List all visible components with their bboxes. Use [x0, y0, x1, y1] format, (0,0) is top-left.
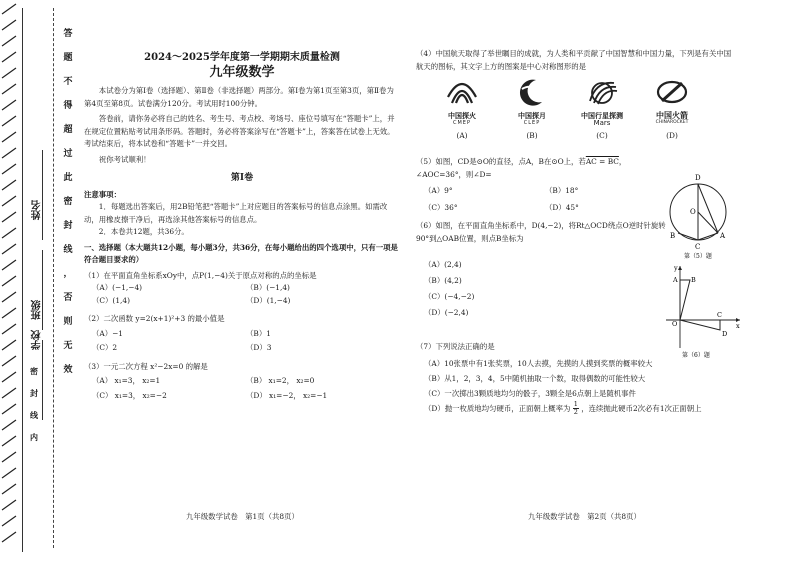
- logo-letters: [438, 130, 696, 143]
- school-label: 学校: [32, 330, 43, 350]
- option: （B）(−1,4): [246, 283, 290, 292]
- seal-char: ，: [63, 269, 73, 279]
- figure-q6: [662, 262, 746, 360]
- question-stem: （4）中国航天取得了举世瞩目的成就，为人类和平贡献了中国智慧和中国力量，下列是有关中国航天的图标，其文字上方的图案是中心对称图形的是: [416, 49, 732, 71]
- segment-oa: [698, 212, 718, 233]
- exam-subtitle: 九年级数学: [209, 64, 275, 80]
- intro-paragraph: 本试卷分为第Ⅰ卷（选择题）、第Ⅱ卷（非选择题）两部分。第Ⅰ卷为第1页至第3页，第Ⅱ卷为第4页至第8页。试卷满分120分。考试用时100分钟。: [84, 86, 394, 108]
- binding-line: [22, 8, 23, 552]
- logo-name: 中国探火: [448, 111, 476, 120]
- label-a: A: [720, 232, 726, 240]
- name-write-line: [42, 150, 43, 240]
- label-a: A: [673, 276, 678, 284]
- option: （A）10张票中有1张奖票，10人去摸，先摸的人摸到奖票的概率较大: [424, 358, 653, 368]
- question-stem: （1）在平面直角坐标系xOy中，点P(1,−4)关于原点对称的点的坐标是: [84, 270, 317, 280]
- label-c: C: [717, 311, 722, 319]
- seal-char: 题: [63, 53, 73, 63]
- option: （C）36°: [424, 202, 458, 212]
- logo-c: [578, 77, 626, 126]
- fraction-denominator: 2: [573, 408, 578, 416]
- seal-dashed-line: [53, 8, 54, 548]
- option: （D）(−2,4): [424, 308, 469, 317]
- seal-char: 答: [63, 29, 73, 39]
- name-label: 姓名: [32, 200, 43, 220]
- label-b: B: [691, 276, 696, 284]
- option: （A）(2,4): [424, 260, 462, 269]
- seal-char: 不: [63, 77, 73, 87]
- label-o: O: [690, 208, 696, 216]
- question-stem: （7）下列说法正确的是: [416, 342, 495, 351]
- section-heading: 第Ⅰ卷: [230, 173, 254, 183]
- question-5: [416, 156, 666, 214]
- note-item: 2．本卷共12题，共36分。: [98, 227, 189, 236]
- options-list: [416, 356, 736, 417]
- chord-ca: [698, 233, 718, 240]
- seal-char: 封: [30, 388, 38, 398]
- lunar-exploration-icon: [512, 77, 552, 107]
- intro-paragraph: 祝你考试顺利！: [98, 154, 151, 164]
- logo-sub: CMEP: [453, 119, 471, 126]
- logo-name: 中国火箭: [656, 110, 688, 120]
- seal-char: 则: [63, 317, 73, 327]
- logo-name: 中国行星探测: [581, 111, 623, 120]
- question-stem: （3）一元二次方程 x²−2x=0 的解是: [84, 361, 208, 371]
- option-part: （D）抛一枚质地均匀硬币，正面朝上概率为: [424, 403, 571, 413]
- triangle-oab: [680, 280, 690, 320]
- label-c: C: [695, 243, 701, 251]
- option: （D） x₁=−2， x₂=−1: [246, 390, 328, 400]
- option: （D）3: [246, 343, 272, 352]
- label-d: D: [722, 330, 728, 338]
- figure-q5: [668, 168, 734, 260]
- rocket-icon: [652, 77, 692, 107]
- logo-a: [438, 77, 486, 126]
- seal-char: 无: [63, 341, 73, 351]
- question-2: [84, 313, 400, 355]
- planetary-exploration-icon: [582, 77, 622, 107]
- label-y: y: [674, 264, 678, 272]
- seal-warning-text: [57, 22, 79, 382]
- option: （A）(−1,−4): [92, 283, 143, 292]
- logo-name: 中国探月: [518, 111, 546, 120]
- logo-sub: CLEP: [523, 119, 541, 126]
- seal-char: 封: [63, 221, 73, 231]
- stem-part: （5）如图，CD是⊙O的直径，点A，B在⊙O上，若: [416, 157, 586, 166]
- seal-char: 效: [63, 365, 73, 375]
- seal-char: 内: [30, 432, 38, 442]
- label-x: x: [736, 322, 740, 330]
- seal-char: 线: [63, 245, 73, 255]
- question-1: [84, 270, 400, 308]
- question-3: [84, 361, 400, 403]
- seal-char: 此: [63, 173, 73, 183]
- option: （C）(−4,−2): [424, 292, 475, 301]
- chord-cb: [678, 233, 698, 240]
- note-item: 1．每题选出答案后，用2B铅笔把“答题卡”上对应题目的答案标号的信息点涂黑。如需改动，用橡皮擦干净后，再选涂其他答案标号的信息点。: [84, 202, 388, 224]
- seal-char: 过: [63, 149, 73, 159]
- logo-b: [508, 77, 556, 126]
- figure-caption: 第（5）题: [684, 253, 712, 260]
- option: （B） x₁=2， x₂=0: [246, 376, 315, 385]
- page-footer: 九年级数学试卷 第1页（共8页）: [186, 512, 299, 521]
- stem-part: ，: [618, 157, 627, 166]
- fraction-numerator: 1: [573, 400, 578, 408]
- label-b: B: [670, 232, 676, 240]
- page-footer: 九年级数学试卷 第2页（共8页）: [528, 512, 641, 521]
- option: （A）−1: [92, 328, 124, 338]
- option-letter: (D): [666, 130, 678, 140]
- option: （B）从1，2，3，4，5中随机抽取一个数，取得偶数的可能性较大: [424, 373, 646, 383]
- class-write-line: [42, 250, 43, 330]
- part-title: 一、选择题（本大题共12小题，每小题3分，共36分，在每小题给出的四个选项中，只有一项是符合题目要求的）: [84, 242, 398, 264]
- label-o: O: [672, 320, 678, 328]
- option-part: ，连续抛此硬币2次必有1次正面朝上: [581, 403, 702, 413]
- seal-char: 得: [63, 101, 73, 111]
- figure-caption: 第（6）题: [682, 352, 710, 359]
- option-letter: (B): [526, 130, 538, 140]
- option: （D）(1,−4): [246, 295, 291, 305]
- logo-sub: CHINAROCKET: [655, 119, 689, 125]
- option: （B）1: [246, 328, 271, 338]
- seal-char: 否: [63, 293, 73, 303]
- question-stem: （2）二次函数 y=2(x+1)²+3 的最小值是: [84, 314, 225, 323]
- fraction: [573, 401, 579, 416]
- school-write-line: [42, 340, 43, 420]
- option-letter: (C): [596, 130, 608, 140]
- triangle-ocd: [680, 320, 720, 330]
- option: （A）9°: [424, 186, 453, 195]
- exam-title: 2024～2025学年度第一学期期末质量检测: [144, 52, 340, 63]
- option: （A） x₁=3， x₂=1: [92, 376, 161, 385]
- option-letter: (A): [456, 130, 468, 140]
- page-1: [84, 48, 400, 402]
- arc-equality: AC = BC: [585, 157, 619, 166]
- question-stem-cont: ∠AOC=36°，则∠D=: [416, 169, 492, 179]
- label-d: D: [695, 174, 701, 182]
- question-stem: （6）如图，在平面直角坐标系中，D(4,−2)，将Rt△OCD绕点O逆时针旋转90°到△OAB位置，则点B坐标为: [416, 221, 666, 243]
- seal-char: 密: [30, 366, 38, 376]
- binding-margin: [0, 0, 78, 561]
- option: [424, 401, 736, 417]
- y-axis-arrow: [678, 266, 682, 270]
- logo-row: [438, 77, 696, 126]
- chord-da: [698, 184, 718, 233]
- seal-char: 密: [63, 197, 73, 207]
- option: （C） x₁=3， x₂=−2: [92, 390, 167, 400]
- option: （C）(1,4): [92, 295, 130, 305]
- binding-holes: [0, 0, 20, 561]
- options-list: [416, 257, 666, 321]
- intro-block: [84, 85, 400, 166]
- logo-d: [648, 77, 696, 126]
- seal-char: 线: [30, 410, 38, 420]
- class-label: 班级: [32, 300, 43, 320]
- mars-exploration-icon: [442, 77, 482, 107]
- seal-char: 超: [63, 125, 73, 135]
- question-stem: [416, 156, 666, 169]
- option: （D）45°: [545, 202, 579, 212]
- question-6: [416, 220, 666, 321]
- logo-sub: Mars: [593, 118, 611, 127]
- seal-warning-lower: [26, 360, 42, 448]
- intro-paragraph: 答卷前，请你务必将自己的姓名、考生号、考点校、考场号、座位号填写在“答题卡”上，并在规定位置粘贴考试用条形码。答题时，务必将答案涂写在“答题卡”上，答案答在试卷上无效。考试结束后，将本试卷和“答题卡”一并交回。: [84, 114, 395, 148]
- option: （C）一次掷出3颗质地均匀的骰子，3颗全是6点朝上是随机事件: [424, 388, 636, 398]
- notes-title: 注意事项：: [84, 189, 121, 199]
- option: （B）18°: [545, 186, 579, 195]
- option: （B）(4,2): [424, 276, 462, 285]
- option: （C）2: [92, 343, 118, 352]
